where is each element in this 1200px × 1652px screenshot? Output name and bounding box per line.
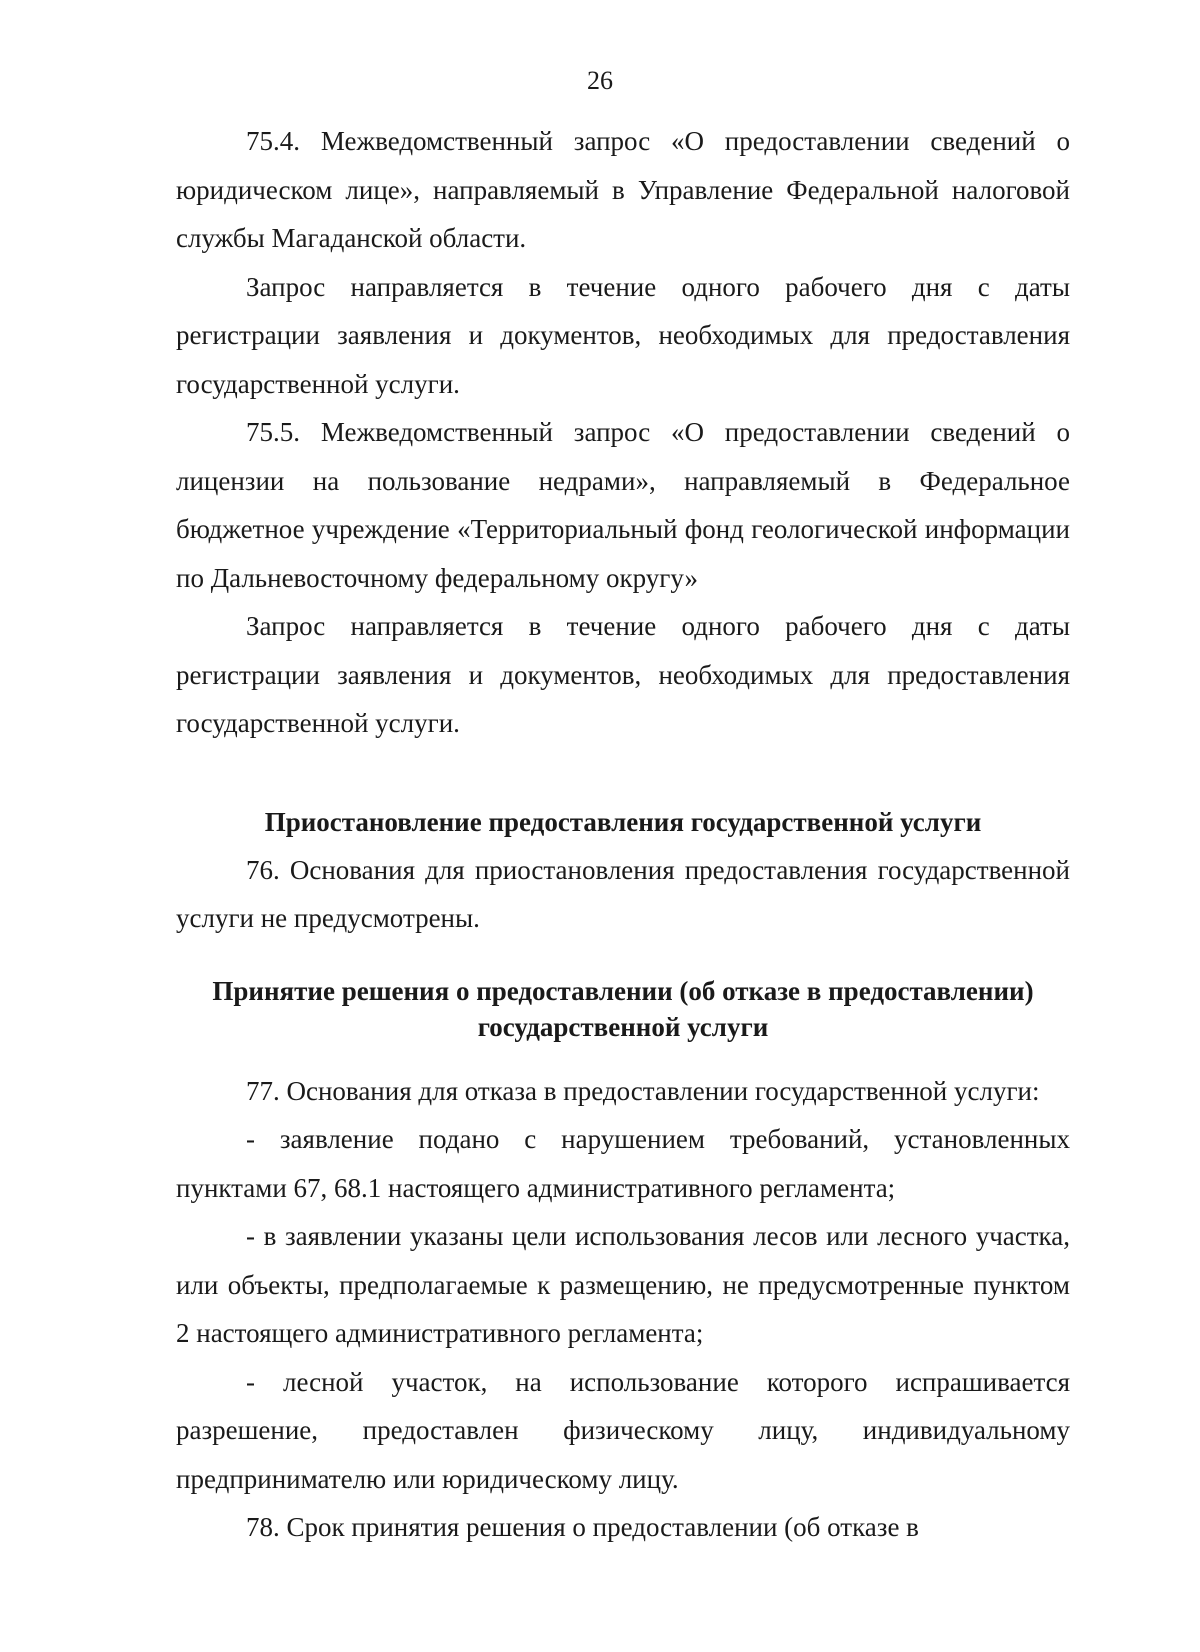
list-item-refusal-2: - в заявлении указаны цели использования лесов или лесного участка, или объекты, предполагаемые к размещению, не предусмотренные пунктом 2 настоящего административного регламента; <box>176 1221 1070 1348</box>
page-number: 26 <box>587 66 613 95</box>
list-item-refusal-1: - заявление подано с нарушением требований, установленных пунктами 67, 68.1 настоящего административного регламента; <box>176 1124 1070 1203</box>
section-heading-suspension: Приостановление предоставления государственной услуги <box>264 806 982 837</box>
paragraph-request-deadline-2: Запрос направляется в течение одного рабочего дня с даты регистрации заявления и документов, необходимых для предоставления государственной услуги. <box>176 611 1070 738</box>
paragraph-75-5: 75.5. Межведомственный запрос «О предоставлении сведений о лицензии на пользование недрами», направляемый в Федеральное бюджетное учреждение «Территориальный фонд геологической информации по Дальневосточному федеральному округу» <box>176 417 1070 593</box>
section-heading-decision-line1: Принятие решения о предоставлении (об отказе в предоставлении) <box>212 975 1034 1006</box>
paragraph-75-4: 75.4. Межведомственный запрос «О предоставлении сведений о юридическом лице», направляемый в Управление Федеральной налоговой службы Магаданской области. <box>176 126 1070 253</box>
paragraph-78: 78. Срок принятия решения о предоставлении (об отказе в <box>246 1512 919 1542</box>
paragraph-76: 76. Основания для приостановления предоставления государственной услуги не предусмотрены. <box>176 854 1070 933</box>
section-heading-decision-line2: государственной услуги <box>477 1011 769 1042</box>
document-body <box>176 117 1070 1552</box>
list-item-refusal-3: - лесной участок, на использование которого испрашивается разрешение, предоставлен физическому лицу, индивидуальному предпринимателю или юридическому лицу. <box>176 1366 1070 1494</box>
paragraph-request-deadline-1: Запрос направляется в течение одного рабочего дня с даты регистрации заявления и документов, необходимых для предоставления государственной услуги. <box>176 271 1070 399</box>
paragraph-77: 77. Основания для отказа в предоставлении государственной услуги: <box>246 1075 1040 1106</box>
section-heading-decision <box>176 973 1070 1045</box>
